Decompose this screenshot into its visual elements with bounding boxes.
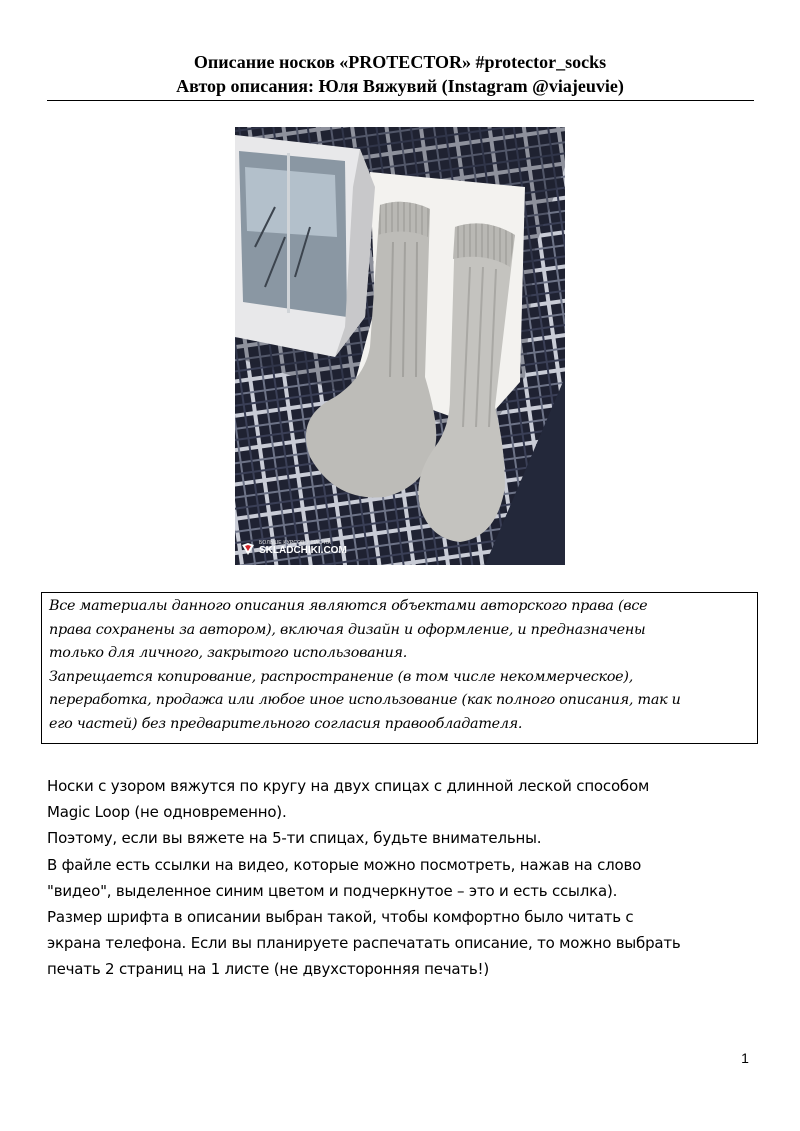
page-number: 1 — [741, 1050, 749, 1066]
notice-line: Запрещается копирование, распространение (в том числе некоммерческое), — [49, 668, 634, 685]
document-title: Описание носков «PROTECTOR» #protector_socks — [193, 52, 607, 72]
intro-line: Поэтому, если вы вяжете на 5-ти спицах, будьте внимательны. — [47, 829, 542, 848]
notice-line: права сохранены за автором), включая дизайн и оформление, и предназначены — [49, 621, 646, 638]
watermark-site: SKLADCHIKI.COM — [259, 545, 347, 556]
notice-line: Все материалы данного описания являются объектами авторского права (все — [49, 598, 648, 614]
intro-line: В файле есть ссылки на видео, которые можно посмотреть, нажав на слово — [47, 855, 642, 874]
copyright-notice-box — [41, 592, 758, 744]
intro-text — [47, 773, 759, 983]
socks-photo — [235, 127, 565, 565]
intro-line: "видео", выделенное синим цветом и подчеркнутое – это и есть ссылка). — [47, 881, 618, 900]
notice-line: только для личного, закрытого использования. — [49, 645, 408, 662]
header-rule — [47, 100, 754, 101]
watermark — [241, 541, 347, 556]
intro-line: Носки с узором вяжутся по кругу на двух спицах с длинной леской способом — [47, 777, 650, 795]
document-author: Автор описания: Юля Вяжувий (Instagram @viajeuvie) — [176, 76, 624, 96]
notice-line: переработка, продажа или любое иное использование (как полного описания, так и — [49, 692, 681, 709]
intro-line: Magic Loop (не одновременно). — [47, 803, 287, 822]
intro-line: Размер шрифта в описании выбран такой, чтобы комфортно было читать с — [47, 908, 634, 927]
watermark-caption: БОЛЬШЕ КУРСОВ У НАС НА — [259, 540, 332, 546]
intro-line: печать 2 страниц на 1 листе (не двухсторонняя печать!) — [47, 960, 490, 979]
notice-line: его частей) без предварительного согласия правообладателя. — [49, 715, 523, 732]
skladchiki-logo-icon — [241, 542, 255, 556]
intro-line: экрана телефона. Если вы планируете распечатать описание, то можно выбрать — [47, 934, 681, 953]
